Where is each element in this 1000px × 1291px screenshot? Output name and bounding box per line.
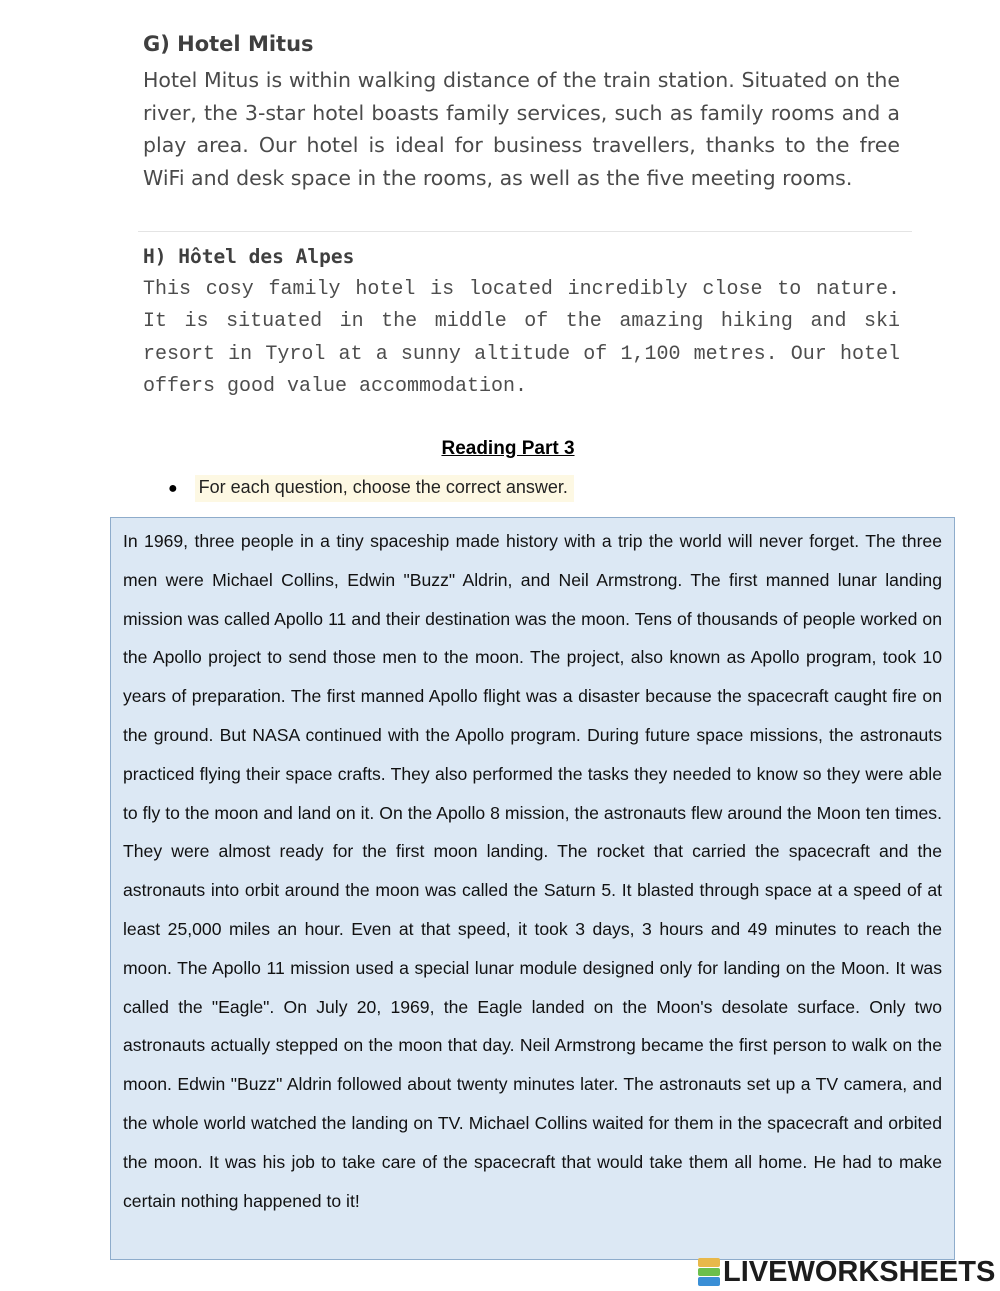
liveworksheets-logo-icon [698, 1258, 720, 1286]
logo-stripe [698, 1277, 720, 1286]
hotel-h-section [143, 243, 900, 403]
logo-text: LIVEWORKSHEETS [723, 1255, 996, 1288]
logo-stripe [698, 1268, 720, 1277]
reading-part-title: Reading Part 3 [441, 438, 575, 459]
reading-passage-text: In 1969, three people in a tiny spaceship made history with a trip the world will never forget. The three men were Michael Collins, Edwin "Buzz" Aldrin, and Neil Armstrong. The first manned lunar landing mission was called Apollo 11 and their destination was the moon. Tens of thousands of people worked on the Apollo project to send those men to the moon. The project, also known as Apollo program, took 10 years of preparation. The first manned Apollo flight was a disaster because the spacecraft caught fire on the ground. But NASA continued with the Apollo program. During future space missions, the astronauts practiced flying their space crafts. They also performed the tasks they needed to know so they were able to fly to the moon and land on it. On the Apollo 8 mission, the astronauts flew around the Moon ten times. They were almost ready for the first moon landing. The rocket that carried the spacecraft and the astronauts into orbit around the moon was called the Saturn 5. It blasted through space at a speed of at least 25,000 miles an hour. Even at that speed, it took 3 days, 3 hours and 49 minutes to reach the moon. The Apollo 11 mission used a special lunar module designed only for landing on the Moon. It was called the "Eagle". On July 20, 1969, the Eagle landed on the Moon's desolate surface. Only two astronauts actually stepped on the moon that day. Neil Armstrong became the first person to walk on the moon. Edwin "Buzz" Aldrin followed about twenty minutes later. The astronauts set up a TV camera, and the whole world watched the landing on TV. Michael Collins waited for them in the spacecraft and orbited the moon. It was his job to take care of the spacecraft that would take them all home. He had to make certain nothing happened to it! [123, 531, 942, 1211]
hotel-h-description: This cosy family hotel is located incredibly close to nature. It is situated in the middle of the amazing hiking and ski resort in Tyrol at a sunny altitude of 1,100 metres. Our hotel offers good value accommodation. [143, 278, 900, 398]
logo-stripe [698, 1258, 720, 1267]
liveworksheets-logo [698, 1254, 995, 1290]
hotel-g-heading: G) Hotel Mitus [143, 32, 314, 56]
hotel-g-description: Hotel Mitus is within walking distance of the train station. Situated on the river, the 3-star hotel boasts family services, such as family rooms and a play area. Our hotel is ideal for business travellers, thanks to the free WiFi and desk space in the rooms, as well as the five meeting rooms. [143, 68, 900, 190]
hotel-g-section [140, 30, 912, 194]
hotel-h-heading: H) Hôtel des Alpes [143, 245, 355, 268]
instruction-text: For each question, choose the correct answer. [195, 475, 574, 502]
bullet-icon: ● [168, 479, 178, 497]
reading-passage-box [110, 517, 955, 1260]
section-divider [138, 231, 912, 232]
instruction-item [168, 475, 574, 502]
